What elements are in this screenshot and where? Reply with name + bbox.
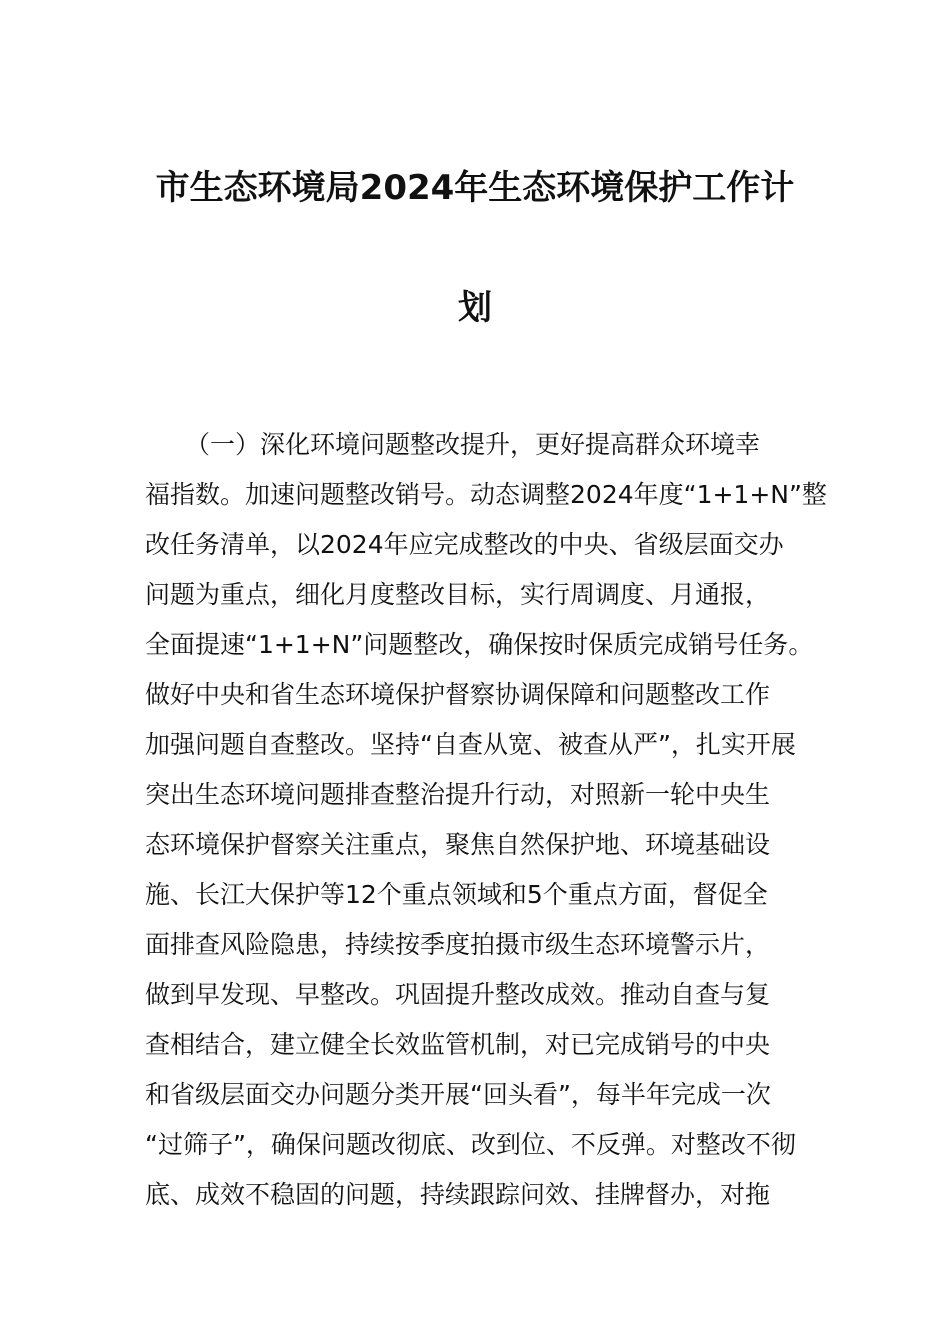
body-line-6: 做好中央和省生态环境保护督察协调保障和问题整改工作	[145, 680, 771, 709]
body-line-13: 查相结合，建立健全长效监管机制，对已完成销号的中央	[145, 1030, 771, 1059]
document-title-line-1: 市生态环境局2024年生态环境保护工作计	[155, 168, 795, 208]
body-line-10: 施、长江大保护等12个重点领域和5个重点方面，督促全	[145, 880, 768, 909]
body-line-2: 福指数。加速问题整改销号。动态调整2024年度“1+1+N”整	[145, 480, 827, 509]
document-body	[145, 420, 827, 1220]
body-line-15: “过筛子”，确保问题改彻底、改到位、不反弹。对整改不彻	[145, 1130, 796, 1159]
body-line-8: 突出生态环境问题排查整治提升行动，对照新一轮中央生	[145, 780, 771, 809]
body-line-1: （一）深化环境问题整改提升，更好提高群众环境幸	[185, 430, 761, 459]
body-line-7: 加强问题自查整改。坚持“自查从宽、被查从严”，扎实开展	[145, 730, 796, 759]
body-line-16: 底、成效不稳固的问题，持续跟踪问效、挂牌督办，对拖	[145, 1180, 771, 1209]
body-line-5: 全面提速“1+1+N”问题整改，确保按时保质完成销号任务。	[145, 630, 814, 659]
document-title-line-2: 划	[458, 288, 492, 328]
body-line-4: 问题为重点，细化月度整改目标，实行周调度、月通报，	[145, 580, 771, 609]
body-line-12: 做到早发现、早整改。巩固提升整改成效。推动自查与复	[145, 980, 771, 1009]
body-line-3: 改任务清单，以2024年应完成整改的中央、省级层面交办	[145, 530, 784, 559]
body-line-14: 和省级层面交办问题分类开展“回头看”，每半年完成一次	[145, 1080, 771, 1109]
body-line-11: 面排查风险隐患，持续按季度拍摄市级生态环境警示片，	[145, 930, 771, 959]
body-line-9: 态环境保护督察关注重点，聚焦自然保护地、环境基础设	[145, 830, 771, 859]
